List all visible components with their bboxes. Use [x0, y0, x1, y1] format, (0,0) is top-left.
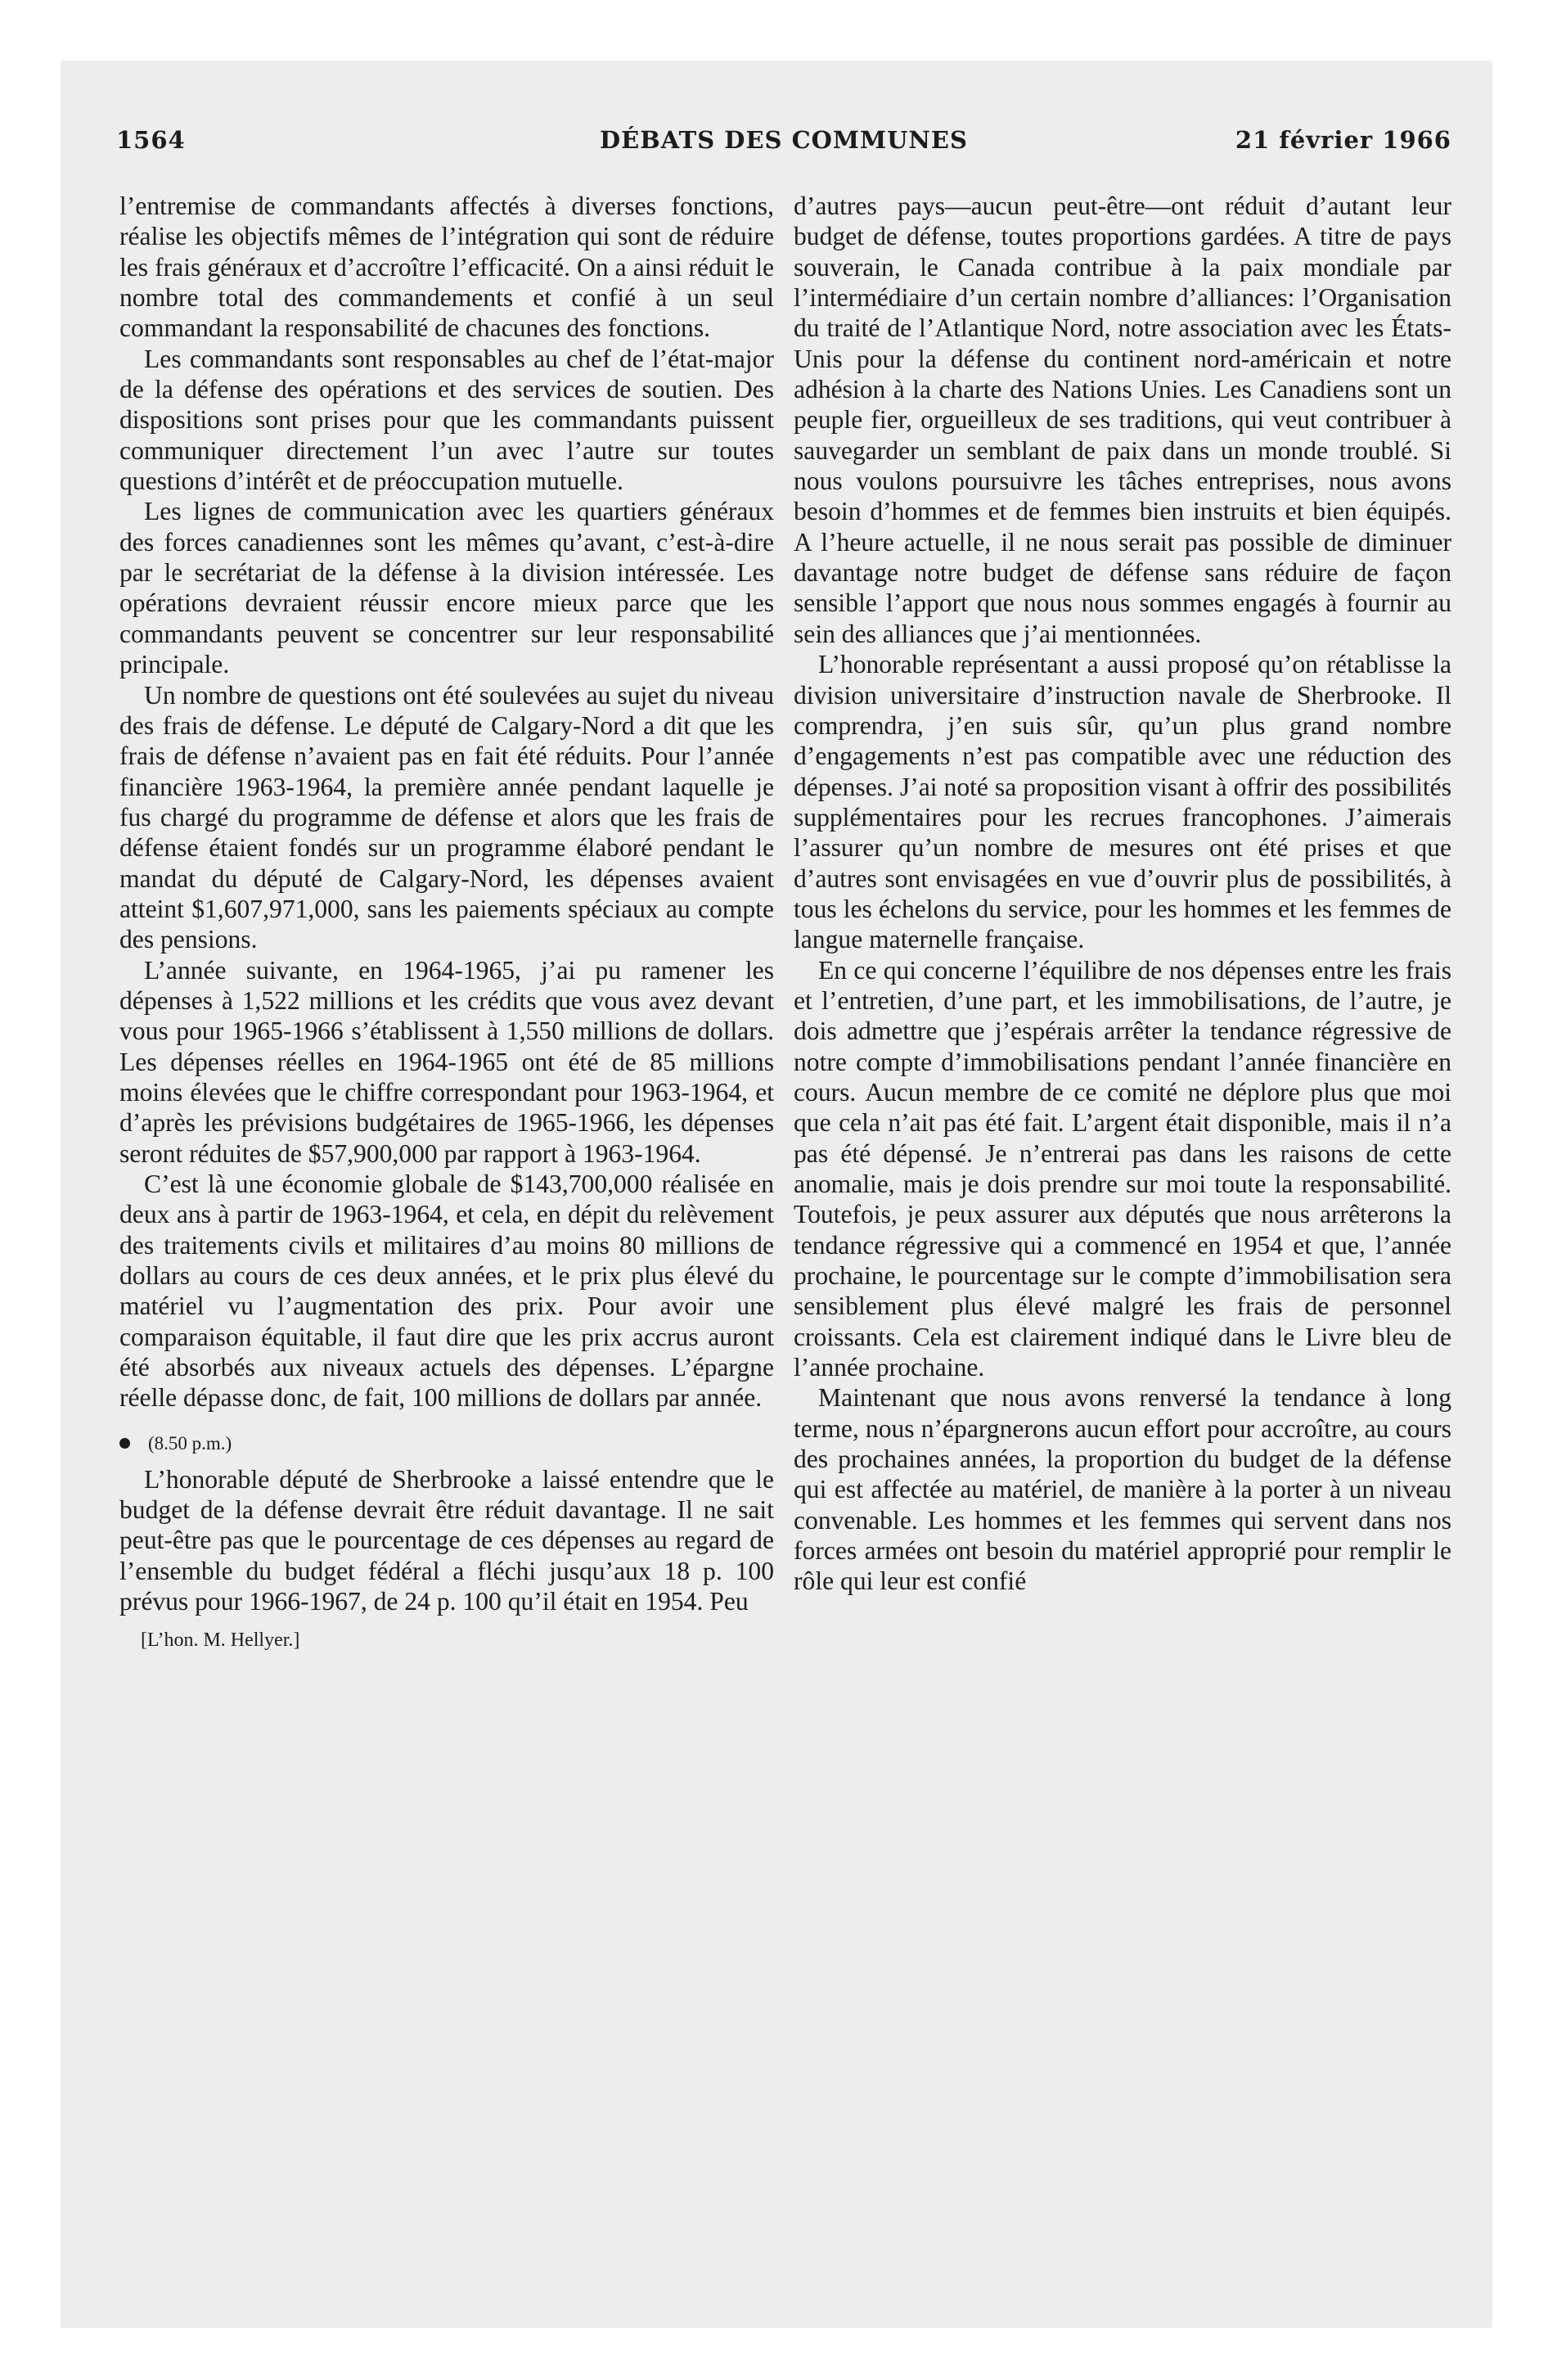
issue-date: 21 février 1966	[1235, 126, 1451, 154]
page-number: 1564	[116, 126, 186, 154]
paragraph: Les lignes de communication avec les quartiers généraux des forces canadiennes sont les mêmes qu’avant, c’est-à-dire par le secrétariat de la défense à la division intéressée. Les opérations devraient réussir encore mieux parce que les commandants peuvent se concentrer sur leur responsabilité principale.	[119, 497, 774, 679]
paragraph: L’honorable représentant a aussi proposé qu’on rétablisse la division universitaire d’instruction navale de Sherbrooke. Il comprendra, j’en suis sûr, qu’un plus grand nombre d’engagements n’est pas compatible avec une réduction des dépenses. J’ai noté sa proposition visant à offrir des possibilités supplémentaires pour les recrues francophones. J’aimerais l’assurer qu’un nombre de mesures ont été prises et que d’autres sont envisagées en vue d’ouvrir plus de possibilités, à tous les échelons du service, pour les hommes et les femmes de langue maternelle française.	[794, 650, 1451, 954]
paragraph: l’entremise de commandants affectés à diverses fonctions, réalise les objectifs mêmes de l’intégration qui sont de réduire les frais généraux et d’accroître l’efficacité. On a ainsi réduit le nombre total des commandements et confié à un seul commandant la responsabilité de chacunes des fonctions.	[119, 192, 774, 343]
paragraph: Maintenant que nous avons renversé la tendance à long terme, nous n’épargnerons aucun effort pour accroître, au cours des prochaines années, la proportion du budget de la défense qui est affectée au matériel, de manière à la porter à un niveau convenable. Les hommes et les femmes qui servent dans nos forces armées ont besoin du matériel approprié pour remplir le rôle qui leur est confié	[794, 1383, 1451, 1596]
journal-title: DÉBATS DES COMMUNES	[600, 126, 968, 154]
paragraph: C’est là une économie globale de $143,700,000 réalisée en deux ans à partir de 1963-1964, et cela, en dépit du relèvement des traitements civils et militaires d’au moins 80 millions de dollars au cours de ces deux années, et le prix plus élevé du matériel vu l’augmentation des prix. Pour avoir une comparaison équitable, il faut dire que les prix accrus auront été absorbés aux niveaux actuels des dépenses. L’épargne réelle dépasse donc, de fait, 100 millions de dollars par année.	[119, 1170, 774, 1413]
time-marker	[119, 1430, 774, 1458]
paragraph: Un nombre de questions ont été soulevées au sujet du niveau des frais de défense. Le député de Calgary-Nord a dit que les frais de défense n’avaient pas en fait été réduits. Pour l’année financière 1963-1964, la première année pendant laquelle je fus chargé du programme de défense et alors que les frais de défense étaient fondés sur un programme élaboré pendant le mandat du député de Calgary-Nord, les dépenses avaient atteint $1,607,971,000, sans les paiements spéciaux au compte des pensions.	[119, 680, 774, 954]
paragraph: Les commandants sont responsables au chef de l’état-major de la défense des opérations et des services de soutien. Des dispositions sont prises pour que les commandants puissent communiquer directement l’un avec l’autre sur toutes questions d’intérêt et de préoccupation mutuelle.	[119, 344, 774, 496]
time-marker-text: (8.50 p.m.)	[148, 1432, 232, 1454]
speaker-attribution: [L’hon. M. Hellyer.]	[141, 1629, 300, 1652]
paragraph: d’autres pays—aucun peut-être—ont réduit d’autant leur budget de défense, toutes proportions gardées. A titre de pays souverain, le Canada contribue à la paix mondiale par l’intermédiaire d’un certain nombre d’alliances: l’Organisation du traité de l’Atlantique Nord, notre association avec les États-Unis pour la défense du continent nord-américain et notre adhésion à la charte des Nations Unies. Les Canadiens sont un peuple fier, orgueilleux de ses traditions, qui veut contribuer à sauvegarder un semblant de paix dans un monde troublé. Si nous voulons poursuivre les tâches entreprises, nous avons besoin d’hommes et de femmes bien instruits et bien équipés. A l’heure actuelle, il ne nous serait pas possible de diminuer davantage notre budget de défense sans réduire de façon sensible l’apport que nous nous sommes engagés à fournir au sein des alliances que j’ai mentionnées.	[794, 192, 1451, 648]
bullet-icon	[119, 1438, 130, 1449]
left-column	[119, 191, 774, 1654]
paragraph: L’année suivante, en 1964-1965, j’ai pu ramener les dépenses à 1,522 millions et les crédits que vous avez devant vous pour 1965-1966 s’établissent à 1,550 millions de dollars. Les dépenses réelles en 1964-1965 ont été de 85 millions moins élevées que le chiffre correspondant pour 1963-1964, et d’après les prévisions budgétaires de 1965-1966, les dépenses seront réduites de $57,900,000 par rapport à 1963-1964.	[119, 955, 774, 1168]
right-column	[794, 191, 1451, 1597]
page-header	[116, 126, 1451, 164]
paragraph: En ce qui concerne l’équilibre de nos dépenses entre les frais et l’entretien, d’une part, et les immobilisations, de l’autre, je dois admettre que j’espérais arrêter la tendance régressive de notre compte d’immobilisations pendant l’année financière en cours. Aucun membre de ce comité ne déplore plus que moi que cela n’ait pas été fait. L’argent était disponible, mais il n’a pas été dépensé. Je n’entrerai pas dans les raisons de cette anomalie, mais je dois prendre sur moi toute la responsabilité. Toutefois, je peux assurer aux députés que nous arrêterons la tendance régressive qui a commencé en 1954 et que, l’année prochaine, le pourcentage sur le compte d’immobilisation sera sensiblement plus élevé malgré les frais de personnel croissants. Cela est clairement indiqué dans le Livre bleu de l’année prochaine.	[794, 955, 1451, 1382]
paragraph: L’honorable député de Sherbrooke a laissé entendre que le budget de la défense devrait être réduit davantage. Il ne sait peut-être pas que le pourcentage de ces dépenses au regard de l’ensemble du budget fédéral a fléchi jusqu’aux 18 p. 100 prévus pour 1966-1967, de 24 p. 100 qu’il était en 1954. Peu	[119, 1464, 774, 1616]
